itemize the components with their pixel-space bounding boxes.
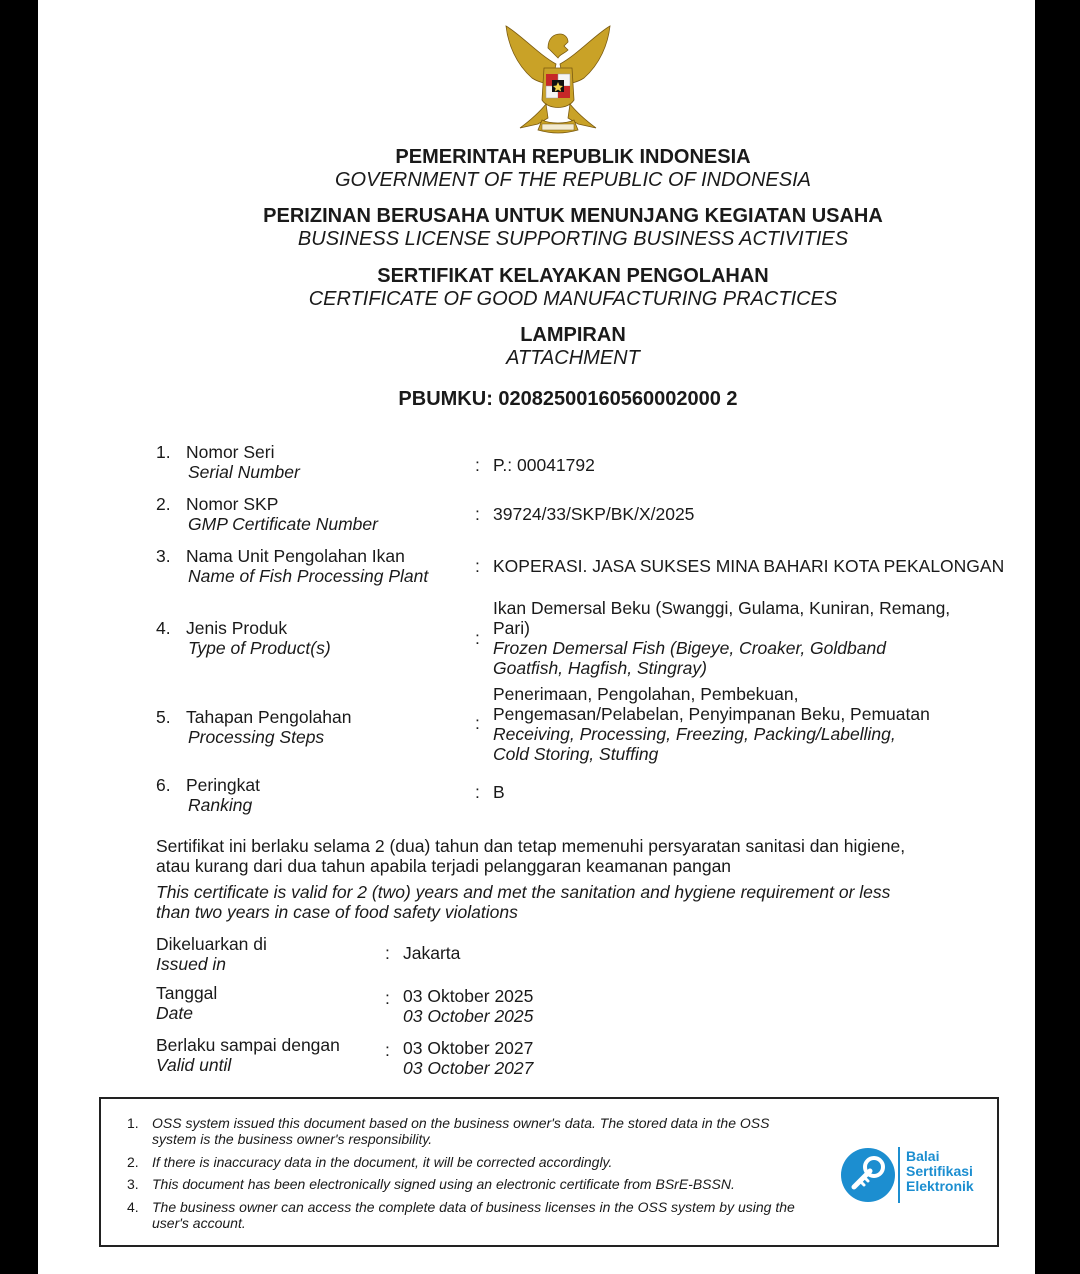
footer-note — [127, 1115, 817, 1147]
processing-steps-id-line2: Pengemasan/Pelabelan, Penyimpanan Beku, Pemuatan — [493, 704, 930, 724]
item-number: 4. — [156, 618, 171, 638]
issued-in-label-en: Issued in — [156, 954, 227, 974]
bsre-logo-icon — [840, 1147, 896, 1203]
bsre-text-line2: Sertifikasi — [906, 1163, 973, 1179]
footer-note — [127, 1154, 817, 1170]
colon: : — [475, 713, 480, 733]
gov-title-id: PEMERINTAH REPUBLIK INDONESIA — [395, 146, 751, 168]
date-value-id: 03 Oktober 2025 — [403, 986, 534, 1006]
bsre-text-line3: Elektronik — [906, 1178, 974, 1194]
footer-note-text: OSS system issued this document based on the business owner's data. The stored data in the OSS system is the business owner's responsibility. — [152, 1115, 770, 1147]
garuda-emblem-icon — [498, 24, 618, 136]
certificate-page — [38, 0, 1035, 1274]
validity-statement-id — [156, 836, 976, 876]
item-label-en: Processing Steps — [188, 727, 325, 747]
bsre-divider — [898, 1147, 900, 1203]
colon: : — [385, 988, 390, 1008]
valid-until-label-en: Valid until — [156, 1055, 232, 1075]
item-label-id: Nomor SKP — [186, 494, 279, 514]
footer-notes-box — [99, 1097, 999, 1247]
cert-title-en: CERTIFICATE OF GOOD MANUFACTURING PRACTICES — [308, 288, 838, 310]
validity-en-line1: This certificate is valid for 2 (two) years and met the sanitation and hygiene requirement or less — [156, 882, 891, 902]
ranking-value: B — [493, 782, 505, 802]
date-value-en: 03 October 2025 — [403, 1006, 534, 1026]
colon: : — [385, 943, 390, 963]
product-type-en-line1: Frozen Demersal Fish (Bigeye, Croaker, Goldband — [493, 638, 886, 658]
item-label-en: Serial Number — [188, 462, 300, 482]
footer-note-text: This document has been electronically signed using an electronic certificate from BSrE-BSSN. — [152, 1176, 735, 1192]
processing-steps-id-line1: Penerimaan, Pengolahan, Pembekuan, — [493, 684, 799, 704]
item-label-id: Jenis Produk — [186, 618, 288, 638]
item-number: 2. — [156, 494, 171, 514]
processing-steps-en-line2: Cold Storing, Stuffing — [493, 744, 659, 764]
validity-id-line1: Sertifikat ini berlaku selama 2 (dua) tahun dan tetap memenuhi persyaratan sanitasi dan higiene, — [156, 836, 906, 856]
item-label-id: Nama Unit Pengolahan Ikan — [186, 546, 405, 566]
product-type-id-line1: Ikan Demersal Beku (Swanggi, Gulama, Kuniran, Remang, — [493, 598, 951, 618]
footer-note-number: 3. — [127, 1176, 139, 1192]
processing-steps-en-line1: Receiving, Processing, Freezing, Packing/Labelling, — [493, 724, 896, 744]
license-title-id: PERIZINAN BERUSAHA UNTUK MENUNJANG KEGIATAN USAHA — [263, 205, 883, 227]
item-number: 5. — [156, 707, 171, 727]
date-label — [156, 983, 217, 1023]
colon: : — [385, 1040, 390, 1060]
valid-until-value — [403, 1038, 533, 1078]
issued-in-value: Jakarta — [403, 943, 461, 963]
valid-until-label — [156, 1035, 340, 1075]
issued-in-label — [156, 934, 267, 974]
item-number: 6. — [156, 775, 171, 795]
item-label-en: Name of Fish Processing Plant — [188, 566, 429, 586]
valid-until-value-en: 03 October 2027 — [403, 1058, 534, 1078]
item-label-en: Type of Product(s) — [188, 638, 331, 658]
valid-until-value-id: 03 Oktober 2027 — [403, 1038, 534, 1058]
validity-id-line2: atau kurang dari dua tahun apabila terjadi pelanggaran keamanan pangan — [156, 856, 732, 876]
pbumku-number: PBUMKU: 02082500160560002000 2 — [398, 388, 738, 410]
footer-note-number: 1. — [127, 1115, 139, 1131]
footer-note-number: 4. — [127, 1199, 139, 1215]
validity-en-line2: than two years in case of food safety violations — [156, 902, 518, 922]
date-label-id: Tanggal — [156, 983, 218, 1003]
attachment-title-id: LAMPIRAN — [520, 324, 626, 346]
colon: : — [475, 455, 480, 475]
footer-note-text: If there is inaccuracy data in the document, it will be corrected accordingly. — [152, 1154, 613, 1170]
product-type-en-line2: Goatfish, Hagfish, Stingray) — [493, 658, 707, 678]
plant-name-value: KOPERASI. JASA SUKSES MINA BAHARI KOTA PEKALONGAN — [493, 556, 1005, 576]
gmp-number-value: 39724/33/SKP/BK/X/2025 — [493, 504, 695, 524]
product-type-id-line2: Pari) — [493, 618, 530, 638]
gov-title-en: GOVERNMENT OF THE REPUBLIC OF INDONESIA — [335, 169, 811, 191]
date-value — [403, 986, 533, 1026]
serial-number-value: P.: 00041792 — [493, 455, 595, 475]
footer-note — [127, 1176, 817, 1192]
cert-title-id: SERTIFIKAT KELAYAKAN PENGOLAHAN — [377, 265, 769, 287]
colon: : — [475, 504, 480, 524]
attachment-title-en: ATTACHMENT — [506, 347, 640, 369]
item-label-en: GMP Certificate Number — [188, 514, 378, 534]
footer-note-text: The business owner can access the complete data of business licenses in the OSS system by using the user's account. — [152, 1199, 795, 1231]
item-label-en: Ranking — [188, 795, 253, 815]
bsre-text-line1: Balai — [906, 1148, 940, 1164]
valid-until-label-id: Berlaku sampai dengan — [156, 1035, 340, 1055]
processing-steps-value — [493, 684, 930, 764]
item-label-id: Nomor Seri — [186, 442, 275, 462]
bsre-logo-text — [906, 1149, 974, 1194]
colon: : — [475, 782, 480, 802]
validity-statement-en — [156, 882, 976, 922]
footer-note — [127, 1199, 817, 1231]
item-number: 1. — [156, 442, 171, 462]
license-title-en: BUSINESS LICENSE SUPPORTING BUSINESS ACTIVITIES — [297, 228, 849, 250]
item-number: 3. — [156, 546, 171, 566]
footer-note-number: 2. — [127, 1154, 139, 1170]
item-label-id: Tahapan Pengolahan — [186, 707, 352, 727]
colon: : — [475, 556, 480, 576]
item-label-id: Peringkat — [186, 775, 260, 795]
colon: : — [475, 628, 480, 648]
product-type-value — [493, 598, 950, 678]
issued-in-label-id: Dikeluarkan di — [156, 934, 267, 954]
date-label-en: Date — [156, 1003, 193, 1023]
